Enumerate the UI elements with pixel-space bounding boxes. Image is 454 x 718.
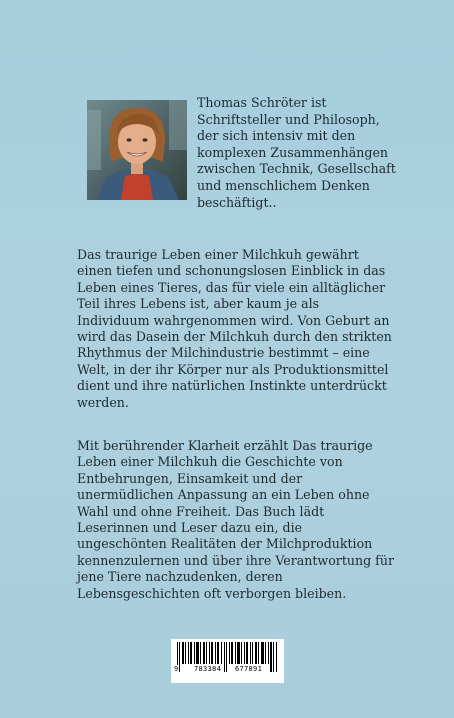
barcode-digits-right: 677891: [235, 665, 263, 673]
barcode-digits-left: 783384: [194, 665, 222, 673]
author-portrait-icon: [87, 100, 187, 200]
barcode-bars-icon: [177, 642, 278, 672]
isbn-barcode: [171, 639, 284, 683]
blurb-paragraph-1: Das traurige Leben einer Milchkuh gewährt einen tiefen und schonungslosen Einblick in das Leben eines Tieres, das für viele ein alltäglicher Teil ihres Lebens ist, aber kaum je als Individuum wahrgenommen wird. Von Geburt an wird das Dasein der Milchkuh durch den strikten Rhythmus der Milchindustrie bestimmt – eine Welt, in der ihr Körper nur als Produktionsmittel dient und ihre natürlichen Instinkte unterdrückt werden.: [77, 247, 392, 410]
barcode-digit-prefix: 9: [174, 665, 179, 673]
blurb-paragraph-2: Mit berührender Klarheit erzählt Das traurige Leben einer Milchkuh die Geschichte von Entbehrungen, Einsamkeit und der unermüdlichen Anpassung an ein Leben ohne Wahl und ohne Freiheit. Das Buch lädt Leserinnen und Leser dazu ein, die ungeschönten Realitäten der Milchproduktion kennenzulernen und über ihre Verantwortung für jene Tiere nachzudenken, deren Lebensgeschichten oft verborgen bleiben.: [77, 438, 394, 601]
author-photo: [87, 100, 187, 200]
author-bio: Thomas Schröter ist Schriftsteller und Philosoph, der sich intensiv mit den komplexen Zusammenhängen zwischen Technik, Gesellschaft und menschlichem Denken beschäftigt..: [197, 95, 396, 210]
